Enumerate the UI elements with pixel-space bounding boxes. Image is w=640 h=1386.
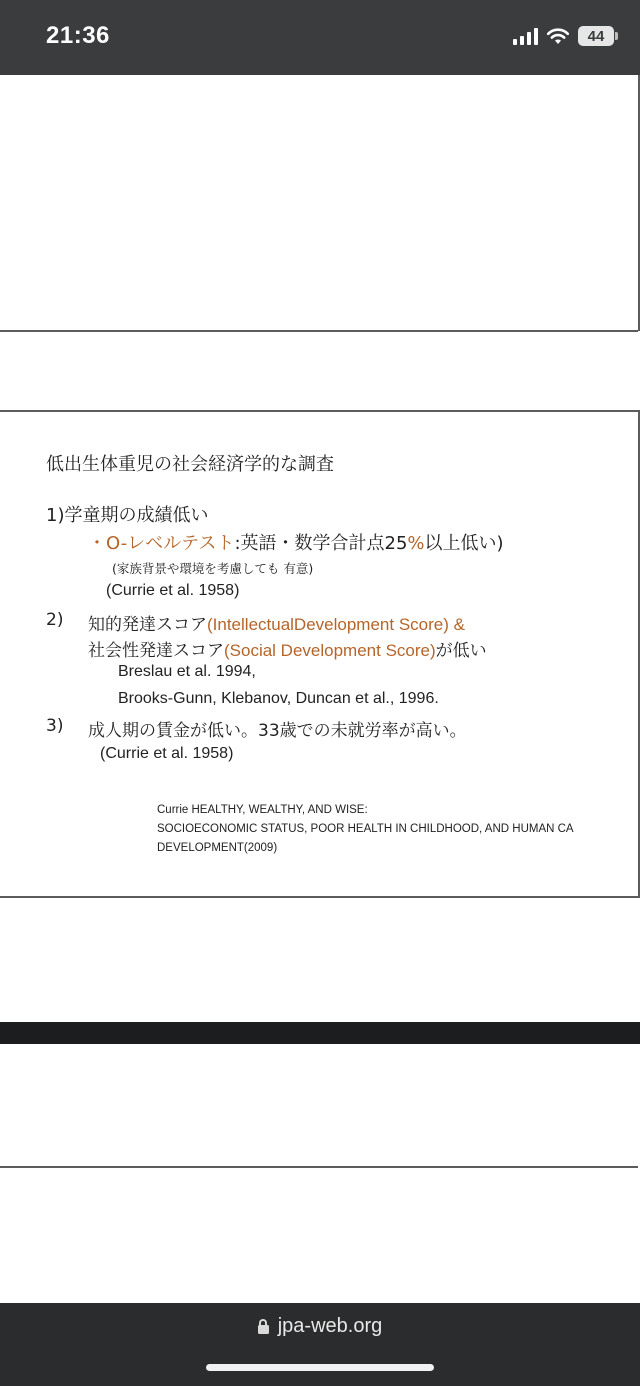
slide-title: 低出生体重児の社会経済学的な調査 [46, 454, 334, 475]
signal-icon [513, 27, 538, 45]
item-2-line-2 [88, 636, 487, 661]
bullet-text-b: 以上低い) [424, 533, 504, 554]
status-time: 21:36 [46, 22, 110, 49]
item-2-line-1 [88, 610, 465, 635]
social-score-ja: 社会性発達スコア [88, 641, 224, 661]
item-1-heading-text: 1)学童期の成績低い [46, 505, 209, 526]
item-1-bullet [88, 529, 504, 555]
battery-level: 44 [587, 27, 605, 45]
browser-address-bar [0, 1303, 640, 1386]
social-score-suffix: が低い [435, 641, 487, 661]
slide-divider [0, 330, 638, 332]
slide-gap-band [0, 1022, 640, 1044]
reference-line-1: Currie HEALTHY, WEALTHY, AND WISE: [157, 804, 368, 816]
item-3-text: 成人期の賃金が低い。33歳での未就労率が高い。 [88, 721, 467, 741]
url-field[interactable] [0, 1315, 640, 1338]
status-bar [0, 0, 640, 75]
reference-line-2: SOCIOECONOMIC STATUS, POOR HEALTH IN CHILDHOOD, AND HUMAN CA [157, 823, 574, 835]
reference-line-3: DEVELOPMENT(2009) [157, 842, 278, 854]
lock-icon [258, 1319, 269, 1334]
url-text[interactable]: jpa-web.org [277, 1315, 383, 1337]
o-level-test-label: ・O-レベルテスト [88, 533, 235, 554]
slide-divider [0, 1166, 638, 1168]
status-icons [513, 26, 614, 46]
intellectual-score-ja: 知的発達スコア [88, 615, 207, 635]
item-2-citation-1: Breslau et al. 1994, [118, 663, 256, 680]
item-1-citation: (Currie et al. 1958) [106, 582, 240, 599]
battery-icon [578, 26, 614, 46]
page-content[interactable] [0, 75, 640, 1303]
item-3-citation: (Currie et al. 1958) [100, 745, 234, 762]
slide-divider [0, 410, 638, 412]
wifi-icon [546, 27, 570, 45]
home-indicator[interactable] [206, 1364, 434, 1371]
item-3-number: 3) [46, 716, 64, 736]
item-1-note: (家族背景や環境を考慮しても 有意) [112, 561, 314, 576]
item-2-number: 2) [46, 610, 64, 630]
percent-sign: % [407, 533, 425, 554]
intellectual-score-en: (IntellectualDevelopment Score) & [207, 615, 465, 634]
social-score-en: (Social Development Score) [224, 641, 436, 660]
item-2-citation-2: Brooks-Gunn, Klebanov, Duncan et al., 1996. [118, 690, 439, 707]
item-1-heading [46, 501, 208, 527]
slide-divider [0, 896, 638, 898]
bullet-text-a: :英語・数学合計点25 [234, 533, 408, 554]
